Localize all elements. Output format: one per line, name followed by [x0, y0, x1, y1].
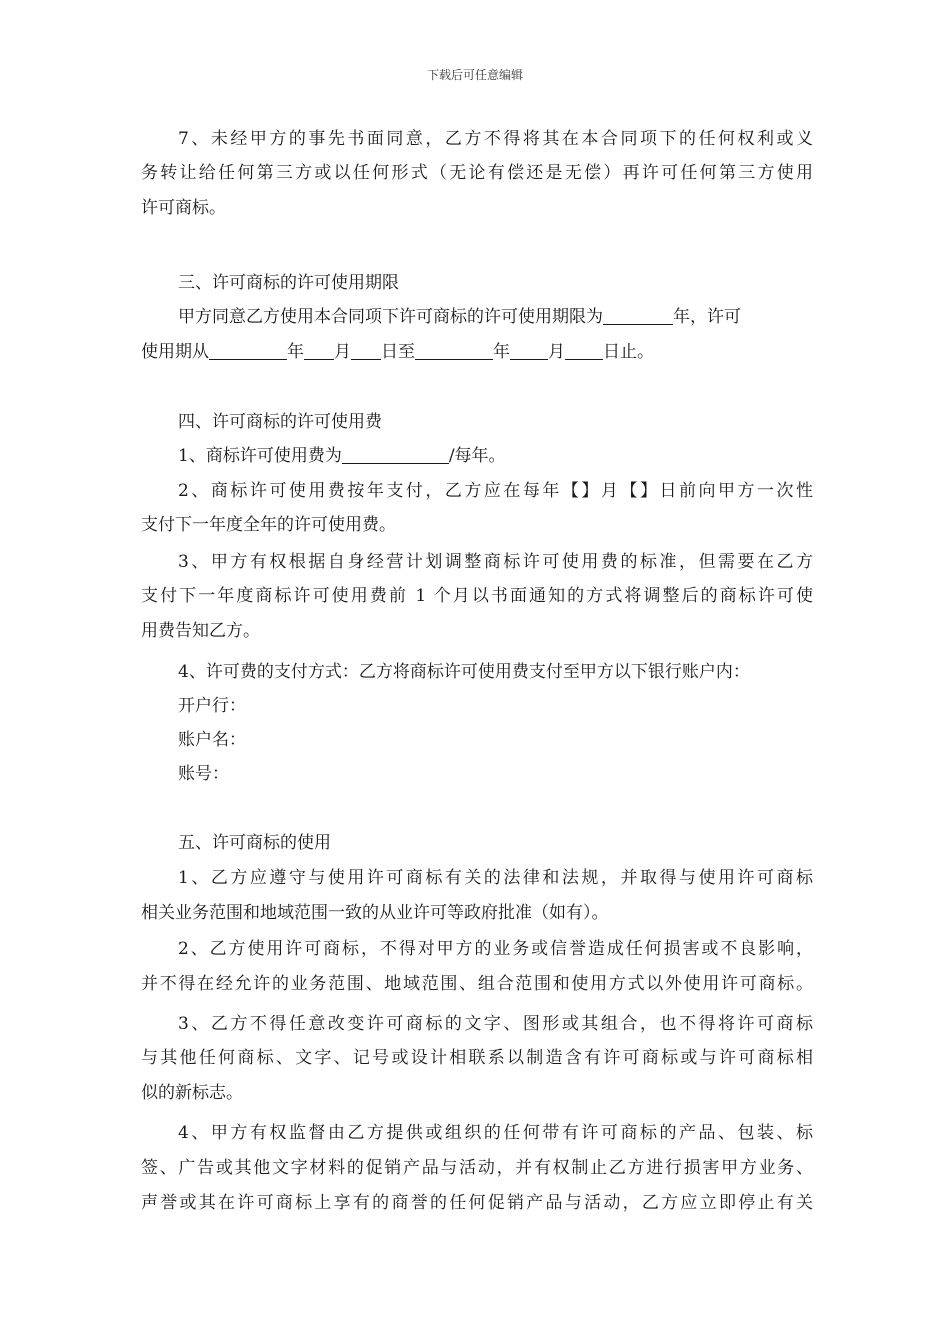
section-4-item-1 [141, 439, 813, 474]
section-5-item-3-line-2: 与其他任何商标、文字、记号或设计相联系以制造含有许可商标或与许可商标相 [141, 1048, 813, 1068]
clause-7-line-3: 许可商标。 [141, 198, 226, 218]
section-4-item-4: 4、许可费的支付方式：乙方将商标许可使用费支付至甲方以下银行账户内： [178, 662, 750, 682]
section-5-item-1-line-1: 1、乙方应遵守与使用许可商标有关的法律和法规，并取得与使用许可商标 [178, 868, 813, 888]
clause-7-line-1: 7、未经甲方的事先书面同意，乙方不得将其在本合同项下的任何权利或义 [178, 129, 813, 149]
text: 年，许可 [673, 307, 741, 327]
blank-end-day [565, 339, 603, 360]
text: 甲方同意乙方使用本合同项下许可商标的许可使用期限为 [178, 307, 603, 327]
section-5-item-4-line-3: 声誉或其在许可商标上享有的商誉的任何促销产品与活动，乙方应立即停止有关 [141, 1193, 813, 1213]
section-3-title: 三、许可商标的许可使用期限 [178, 273, 399, 293]
clause-7-line-2: 务转让给任何第三方或以任何形式（无论有偿还是无偿）再许可任何第三方使用 [141, 163, 813, 183]
section-5-item-2-line-2: 并不得在经允许的业务范围、地域范围、组合范围和使用方式以外使用许可商标。 [141, 974, 813, 994]
blank-end-month [510, 339, 548, 360]
section-5-item-4-line-2: 签、广告或其他文字材料的促销产品与活动，并有权制止乙方进行损害甲方业务、 [141, 1158, 813, 1178]
text: 1、商标许可使用费为 [178, 446, 342, 466]
blank-start-day [351, 339, 381, 360]
section-5-item-3-line-3: 似的新标志。 [141, 1083, 243, 1103]
text: 年 [287, 342, 304, 362]
blank-start-month [304, 339, 334, 360]
text: 日至 [381, 342, 415, 362]
section-4-item-3-line-2: 支付下一年度商标许可使用费前 1 个月以书面通知的方式将调整后的商标许可使 [141, 586, 813, 606]
text: 使用期从 [141, 342, 209, 362]
blank-fee [342, 443, 449, 464]
section-4-title: 四、许可商标的许可使用费 [178, 412, 382, 432]
section-5-item-1-line-2: 相关业务范围和地域范围一致的从业许可等政府批准（如有）。 [141, 903, 609, 923]
section-4-item-3-line-3: 用费告知乙方。 [141, 621, 260, 641]
text: /每年。 [448, 446, 506, 466]
section-3-line-1 [141, 300, 813, 335]
text: 年 [493, 342, 510, 362]
page-header: 下载后可任意编辑 [426, 68, 523, 82]
blank-years [603, 304, 673, 325]
text: 月 [334, 342, 351, 362]
blank-start-year [209, 339, 287, 360]
section-5-title: 五、许可商标的使用 [178, 833, 331, 853]
section-5-item-4-line-1: 4、甲方有权监督由乙方提供或组织的任何带有许可商标的产品、包装、标 [178, 1123, 813, 1143]
section-4-item-3-line-1: 3、甲方有权根据自身经营计划调整商标许可使用费的标准，但需要在乙方 [178, 552, 813, 572]
text: 月 [548, 342, 565, 362]
section-4-item-2-line-1: 2、商标许可使用费按年支付，乙方应在每年【】月【】日前向甲方一次性 [178, 481, 813, 501]
bank-label: 开户行： [178, 696, 246, 716]
text: 日止。 [603, 342, 654, 362]
blank-end-year [415, 339, 493, 360]
section-4-item-2-line-2: 支付下一年度全年的许可使用费。 [141, 515, 396, 535]
account-name-label: 账户名： [178, 730, 246, 750]
section-5-item-2-line-1: 2、乙方使用许可商标，不得对甲方的业务或信誉造成任何损害或不良影响， [178, 939, 813, 959]
section-3-line-2 [141, 335, 813, 370]
section-5-item-3-line-1: 3、乙方不得任意改变许可商标的文字、图形或其组合，也不得将许可商标 [178, 1014, 813, 1034]
account-number-label: 账号： [178, 764, 229, 784]
